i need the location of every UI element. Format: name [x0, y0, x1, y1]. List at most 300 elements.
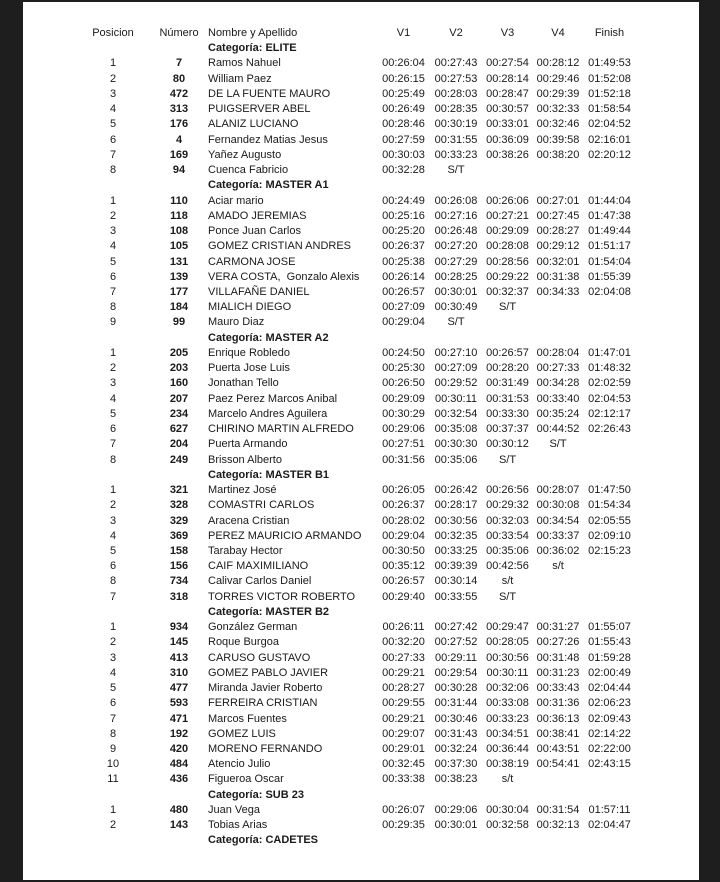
name-cell: Martinez José — [208, 484, 277, 497]
result-row — [73, 620, 699, 635]
category-label: Categoría: MASTER A1 — [208, 179, 329, 192]
v2-cell: 00:27:52 — [434, 636, 478, 649]
position-cell: 2 — [109, 72, 117, 85]
header-row — [73, 26, 699, 41]
position-cell: 5 — [109, 255, 117, 268]
result-row — [73, 727, 699, 742]
category-row — [73, 41, 699, 56]
v4-cell: 00:31:27 — [536, 621, 580, 634]
number-cell: 192 — [169, 727, 189, 740]
v2-cell: 00:28:17 — [434, 499, 478, 512]
v1-cell: 00:24:49 — [382, 194, 425, 207]
v2-cell: 00:30:01 — [434, 285, 478, 298]
v3-cell: 00:31:53 — [486, 392, 529, 405]
position-cell: 1 — [109, 346, 117, 359]
finish-cell: 02:15:23 — [588, 544, 631, 557]
v1-cell: 00:28:27 — [382, 682, 425, 695]
name-cell: Tarabay Hector — [208, 544, 283, 557]
category-row — [73, 788, 699, 803]
position-cell: 5 — [109, 118, 117, 131]
number-cell: 4 — [175, 133, 183, 146]
v2-cell: 00:33:25 — [434, 544, 478, 557]
position-cell: 6 — [109, 133, 117, 146]
position-cell: 1 — [109, 194, 117, 207]
v1-cell: 00:26:05 — [382, 484, 425, 497]
v2-cell: 00:30:28 — [434, 682, 478, 695]
result-row — [73, 102, 699, 117]
v2-cell: 00:30:19 — [434, 118, 478, 131]
number-cell: 139 — [169, 270, 189, 283]
v4-cell: 00:27:45 — [536, 209, 580, 222]
v2-cell: 00:27:20 — [434, 240, 478, 253]
position-cell: 8 — [109, 164, 117, 177]
number-cell: 249 — [169, 453, 189, 466]
position-cell: 4 — [109, 529, 117, 542]
name-cell: Figueroa Oscar — [208, 773, 284, 786]
finish-cell: 02:22:00 — [588, 743, 631, 756]
header-v1-cell: V1 — [396, 27, 411, 39]
name-cell: CHIRINO MARTIN ALFREDO — [208, 423, 354, 436]
v1-cell: 00:29:21 — [382, 712, 425, 725]
name-cell: COMASTRI CARLOS — [208, 499, 315, 512]
v1-cell: 00:27:51 — [382, 438, 425, 451]
name-cell: MORENO FERNANDO — [208, 743, 323, 756]
position-cell: 9 — [109, 316, 117, 329]
v3-cell: 00:29:22 — [486, 270, 529, 283]
number-cell: 158 — [169, 544, 189, 557]
name-cell: Atencio Julio — [208, 758, 271, 771]
v2-cell: 00:27:09 — [434, 362, 478, 375]
finish-cell: 01:59:28 — [588, 651, 631, 664]
number-cell: 169 — [169, 148, 189, 161]
number-cell: 472 — [169, 87, 189, 100]
position-cell: 5 — [109, 407, 117, 420]
number-cell: 110 — [170, 194, 188, 207]
name-cell: Brisson Alberto — [208, 453, 282, 466]
v2-cell: S/T — [447, 164, 465, 177]
position-cell: 2 — [109, 499, 117, 512]
finish-cell: 01:57:11 — [588, 803, 631, 816]
result-row — [73, 300, 699, 315]
number-cell: 329 — [169, 514, 189, 527]
position-cell: 4 — [109, 666, 117, 679]
header-number-cell: Número — [159, 27, 199, 39]
name-cell: Puerta Armando — [208, 438, 288, 451]
v4-cell: 00:34:28 — [536, 377, 580, 390]
position-cell: 6 — [109, 270, 117, 283]
v4-cell: 00:28:04 — [536, 346, 580, 359]
v3-cell: 00:33:23 — [486, 712, 529, 725]
name-cell: TORRES VICTOR ROBERTO — [208, 590, 356, 603]
category-label: Categoría: SUB 23 — [208, 788, 304, 801]
v1-cell: 00:32:20 — [382, 636, 425, 649]
v1-cell: 00:33:38 — [382, 773, 425, 786]
v3-cell: 00:29:47 — [486, 621, 529, 634]
v1-cell: 00:25:16 — [382, 209, 425, 222]
name-cell: Juan Vega — [208, 803, 260, 816]
result-row — [73, 315, 699, 330]
name-cell: DE LA FUENTE MAURO — [208, 87, 331, 100]
position-cell: 6 — [109, 697, 117, 710]
finish-cell: 01:55:39 — [588, 270, 631, 283]
v3-cell: 00:38:19 — [486, 758, 529, 771]
v1-cell: 00:25:49 — [382, 87, 425, 100]
result-row — [73, 163, 699, 178]
position-cell: 1 — [109, 484, 117, 497]
v4-cell: 00:33:37 — [536, 529, 580, 542]
number-cell: 118 — [170, 209, 188, 222]
v4-cell: 00:29:46 — [536, 72, 580, 85]
name-cell: FERREIRA CRISTIAN — [208, 697, 318, 710]
v1-cell: 00:29:40 — [382, 590, 425, 603]
result-row — [73, 635, 699, 650]
finish-cell: 01:55:43 — [588, 636, 631, 649]
number-cell: 734 — [169, 575, 189, 588]
v2-cell: 00:30:01 — [434, 819, 478, 832]
finish-cell: 01:52:08 — [588, 72, 631, 85]
v4-cell: 00:36:13 — [536, 712, 580, 725]
v1-cell: 00:26:57 — [382, 575, 425, 588]
number-cell: 420 — [169, 743, 189, 756]
name-cell: Mauro Diaz — [208, 316, 265, 329]
v4-cell: 00:29:12 — [536, 240, 580, 253]
v4-cell: 00:38:41 — [536, 727, 580, 740]
finish-cell: 02:04:44 — [588, 682, 631, 695]
v4-cell: 00:38:20 — [536, 148, 580, 161]
v1-cell: 00:26:11 — [382, 621, 425, 634]
result-row — [73, 712, 699, 727]
v4-cell: 00:32:33 — [536, 103, 580, 116]
number-cell: 204 — [169, 438, 189, 451]
v2-cell: 00:27:43 — [434, 57, 478, 70]
v2-cell: 00:29:54 — [434, 666, 478, 679]
name-cell: GOMEZ PABLO JAVIER — [208, 666, 329, 679]
name-cell: Marcos Fuentes — [208, 712, 287, 725]
position-cell: 8 — [109, 727, 117, 740]
v1-cell: 00:26:37 — [382, 240, 425, 253]
name-cell: Miranda Javier Roberto — [208, 682, 323, 695]
v4-cell: 00:31:54 — [536, 803, 580, 816]
v1-cell: 00:35:12 — [382, 560, 425, 573]
v4-cell: 00:28:27 — [536, 225, 580, 238]
v3-cell: 00:28:47 — [486, 87, 529, 100]
finish-cell: 01:58:54 — [588, 103, 631, 116]
position-cell: 4 — [109, 103, 117, 116]
v1-cell: 00:27:33 — [382, 651, 425, 664]
name-cell: Cuenca Fabricio — [208, 164, 289, 177]
finish-cell: 02:04:52 — [588, 118, 631, 131]
v4-cell: s/t — [552, 560, 564, 573]
name-cell: ALANIZ LUCIANO — [208, 118, 299, 131]
v1-cell: 00:29:06 — [382, 423, 425, 436]
result-row — [73, 498, 699, 513]
number-cell: 99 — [172, 316, 186, 329]
finish-cell: 01:48:32 — [588, 362, 631, 375]
category-row — [73, 331, 699, 346]
v4-cell: 00:54:41 — [536, 758, 580, 771]
v1-cell: 00:26:57 — [382, 285, 425, 298]
result-row — [73, 574, 699, 589]
name-cell: Puerta Jose Luis — [208, 362, 290, 375]
v3-cell: 00:32:58 — [486, 819, 529, 832]
number-cell: 477 — [169, 682, 189, 695]
finish-cell: 01:49:53 — [588, 57, 631, 70]
v3-cell: S/T — [498, 301, 517, 314]
header-v3-cell: V3 — [500, 27, 515, 39]
name-cell: CARMONA JOSE — [208, 255, 296, 268]
v1-cell: 00:32:28 — [382, 164, 425, 177]
v2-cell: 00:30:11 — [434, 392, 477, 405]
result-row — [73, 742, 699, 757]
v1-cell: 00:27:09 — [382, 301, 425, 314]
number-cell: 313 — [169, 103, 189, 116]
position-cell: 9 — [109, 743, 117, 756]
v4-cell: 00:27:26 — [536, 636, 580, 649]
number-cell: 413 — [169, 651, 189, 664]
v1-cell: 00:32:45 — [382, 758, 425, 771]
number-cell: 627 — [169, 423, 189, 436]
position-cell: 3 — [109, 87, 117, 100]
v1-cell: 00:26:14 — [382, 270, 425, 283]
result-row — [73, 133, 699, 148]
results-table — [23, 26, 699, 849]
header-position-cell: Posicion — [92, 27, 134, 39]
v3-cell: 00:33:01 — [486, 118, 529, 131]
v2-cell: 00:30:30 — [434, 438, 478, 451]
finish-cell: 02:43:15 — [588, 758, 631, 771]
v4-cell: 00:27:33 — [536, 362, 580, 375]
name-cell: VERA COSTA, Gonzalo Alexis — [208, 270, 360, 283]
v3-cell: 00:30:57 — [486, 103, 529, 116]
v3-cell: 00:28:08 — [486, 240, 529, 253]
v3-cell: 00:29:09 — [486, 225, 529, 238]
category-row — [73, 605, 699, 620]
result-row — [73, 87, 699, 102]
v1-cell: 00:24:50 — [382, 346, 425, 359]
v2-cell: 00:29:52 — [434, 377, 478, 390]
name-cell: CAIF MAXIMILIANO — [208, 560, 309, 573]
v4-cell: 00:31:23 — [536, 666, 580, 679]
v2-cell: 00:27:16 — [434, 209, 478, 222]
name-cell: Aciar mario — [208, 194, 264, 207]
header-v4-cell: V4 — [551, 27, 565, 39]
finish-cell: 02:02:59 — [588, 377, 631, 390]
v4-cell: 00:31:48 — [536, 651, 580, 664]
v1-cell: 00:28:02 — [382, 514, 425, 527]
result-row — [73, 483, 699, 498]
v4-cell: 00:29:39 — [536, 87, 580, 100]
number-cell: 934 — [169, 621, 189, 634]
v4-cell: S/T — [549, 438, 567, 451]
finish-cell: 02:09:43 — [588, 712, 631, 725]
v2-cell: 00:29:11 — [434, 651, 477, 664]
number-cell: 480 — [169, 803, 189, 816]
v4-cell: 00:28:12 — [536, 57, 580, 70]
number-cell: 203 — [169, 362, 189, 375]
v1-cell: 00:30:29 — [382, 407, 425, 420]
number-cell: 7 — [175, 57, 183, 70]
v2-cell: 00:28:35 — [434, 103, 478, 116]
finish-cell: 01:51:17 — [588, 240, 631, 253]
header-name-cell: Nombre y Apellido — [208, 27, 298, 39]
number-cell: 205 — [169, 346, 189, 359]
v3-cell: 00:32:06 — [486, 682, 529, 695]
v1-cell: 00:30:50 — [382, 544, 425, 557]
v1-cell: 00:31:56 — [382, 453, 425, 466]
name-cell: Paez Perez Marcos Anibal — [208, 392, 338, 405]
result-row — [73, 803, 699, 818]
v3-cell: 00:27:21 — [486, 209, 529, 222]
v1-cell: 00:30:03 — [382, 148, 425, 161]
result-row — [73, 818, 699, 833]
name-cell: Roque Burgoa — [208, 636, 279, 649]
result-row — [73, 56, 699, 71]
result-row — [73, 194, 699, 209]
v3-cell: 00:30:04 — [486, 803, 529, 816]
v4-cell: 00:39:58 — [536, 133, 580, 146]
v3-cell: s/t — [501, 575, 514, 588]
result-row — [73, 376, 699, 391]
v1-cell: 00:29:21 — [382, 666, 425, 679]
position-cell: 4 — [109, 392, 117, 405]
number-cell: 593 — [169, 697, 189, 710]
name-cell: Ramos Nahuel — [208, 57, 281, 70]
number-cell: 471 — [169, 712, 189, 725]
v3-cell: 00:26:56 — [486, 484, 529, 497]
position-cell: 1 — [109, 621, 117, 634]
position-cell: 1 — [109, 57, 117, 70]
v3-cell: 00:42:56 — [486, 560, 529, 573]
finish-cell: 01:44:04 — [588, 194, 631, 207]
finish-cell: 01:49:44 — [588, 225, 631, 238]
position-cell: 1 — [109, 803, 117, 816]
result-row — [73, 361, 699, 376]
v2-cell: 00:30:46 — [434, 712, 478, 725]
v4-cell: 00:34:33 — [536, 285, 580, 298]
number-cell: 108 — [169, 225, 189, 238]
result-row — [73, 209, 699, 224]
v3-cell: S/T — [498, 453, 517, 466]
position-cell: 7 — [109, 285, 117, 298]
number-cell: 105 — [169, 240, 189, 253]
v3-cell: 00:38:26 — [486, 148, 529, 161]
number-cell: 184 — [169, 301, 189, 314]
name-cell: William Paez — [208, 72, 272, 85]
v3-cell: 00:34:51 — [486, 727, 529, 740]
number-cell: 436 — [169, 773, 189, 786]
number-cell: 143 — [169, 819, 189, 832]
category-label: Categoría: MASTER A2 — [208, 331, 329, 344]
result-row — [73, 666, 699, 681]
finish-cell: 02:04:47 — [588, 819, 631, 832]
viewer-top-edge — [0, 0, 720, 2]
finish-cell: 02:16:01 — [588, 133, 631, 146]
number-cell: 156 — [169, 560, 189, 573]
v3-cell: 00:32:03 — [486, 514, 529, 527]
position-cell: 2 — [109, 819, 117, 832]
name-cell: PUIGSERVER ABEL — [208, 103, 311, 116]
position-cell: 7 — [109, 148, 117, 161]
v4-cell: 00:36:02 — [536, 544, 580, 557]
position-cell: 2 — [109, 362, 117, 375]
position-cell: 6 — [109, 423, 117, 436]
v2-cell: 00:30:14 — [434, 575, 478, 588]
v1-cell: 00:29:55 — [382, 697, 425, 710]
v2-cell: 00:37:30 — [434, 758, 478, 771]
finish-cell: 01:47:38 — [588, 209, 631, 222]
result-row — [73, 270, 699, 285]
v1-cell: 00:29:04 — [382, 529, 425, 542]
v2-cell: 00:27:42 — [434, 621, 478, 634]
v4-cell: 00:31:38 — [536, 270, 580, 283]
v2-cell: 00:35:08 — [434, 423, 478, 436]
result-row — [73, 285, 699, 300]
v1-cell: 00:28:46 — [382, 118, 425, 131]
position-cell: 3 — [109, 651, 117, 664]
finish-cell: 02:26:43 — [588, 423, 631, 436]
number-cell: 484 — [169, 758, 189, 771]
v3-cell: 00:26:06 — [486, 194, 529, 207]
v1-cell: 00:26:49 — [382, 103, 425, 116]
v2-cell: 00:30:56 — [434, 514, 478, 527]
v1-cell: 00:29:07 — [382, 727, 425, 740]
number-cell: 177 — [169, 285, 189, 298]
v2-cell: 00:30:49 — [434, 301, 478, 314]
name-cell: Marcelo Andres Aguilera — [208, 407, 328, 420]
result-row — [73, 392, 699, 407]
result-row — [73, 529, 699, 544]
position-cell: 3 — [109, 514, 117, 527]
name-cell: Ponce Juan Carlos — [208, 225, 301, 238]
v2-cell: S/T — [447, 316, 465, 329]
category-label: Categoría: CADETES — [208, 834, 319, 847]
v2-cell: 00:26:42 — [434, 484, 478, 497]
number-cell: 94 — [172, 164, 186, 177]
result-row — [73, 72, 699, 87]
v2-cell: 00:27:53 — [434, 72, 478, 85]
v3-cell: 00:30:56 — [486, 651, 529, 664]
v2-cell: 00:27:10 — [434, 346, 478, 359]
v3-cell: s/t — [501, 773, 514, 786]
v3-cell: 00:36:44 — [486, 743, 529, 756]
result-row — [73, 514, 699, 529]
v3-cell: 00:26:57 — [486, 346, 529, 359]
name-cell: Yañez Augusto — [208, 148, 282, 161]
result-row — [73, 757, 699, 772]
number-cell: 318 — [169, 590, 189, 603]
name-cell: Jonathan Tello — [208, 377, 279, 390]
finish-cell: 02:00:49 — [588, 666, 631, 679]
position-cell: 8 — [109, 453, 117, 466]
number-cell: 145 — [169, 636, 189, 649]
result-row — [73, 772, 699, 787]
number-cell: 369 — [169, 529, 189, 542]
name-cell: González German — [208, 621, 298, 634]
v3-cell: 00:27:54 — [486, 57, 529, 70]
result-row — [73, 544, 699, 559]
v2-cell: 00:32:35 — [434, 529, 478, 542]
category-label: Categoría: MASTER B1 — [208, 468, 330, 481]
result-row — [73, 559, 699, 574]
finish-cell: 01:54:04 — [588, 255, 631, 268]
result-row — [73, 437, 699, 452]
category-row — [73, 178, 699, 193]
category-label: Categoría: MASTER B2 — [208, 605, 330, 618]
finish-cell: 02:20:12 — [588, 148, 631, 161]
v2-cell: 00:31:44 — [434, 697, 478, 710]
v4-cell: 00:43:51 — [536, 743, 580, 756]
result-row — [73, 681, 699, 696]
